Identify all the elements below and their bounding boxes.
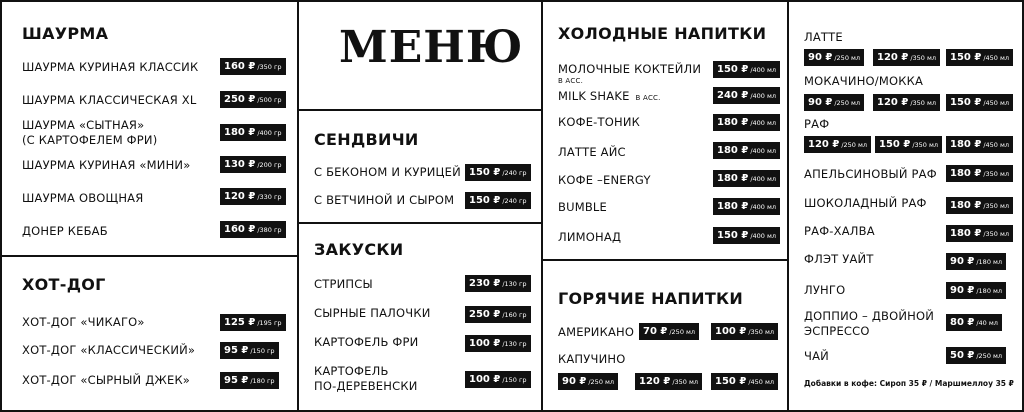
- menu-item: АПЕЛЬСИНОВЫЙ РАФ: [804, 167, 937, 181]
- menu-item: ЛАТТЕ АЙС: [558, 145, 626, 159]
- menu-item: ШАУРМА «СЫТНАЯ» (С КАРТОФЕЛЕМ ФРИ): [22, 118, 158, 147]
- menu-item: ДОППИО – ДВОЙНОЙ ЭСПРЕССО: [804, 309, 935, 338]
- section-title-sandwiches: СЕНДВИЧИ: [314, 130, 419, 149]
- price-tag: 120 ₽ /350 мл: [873, 49, 940, 66]
- price-tag: 100 ₽ /350 мл: [711, 323, 778, 340]
- page-title: МЕНЮ: [339, 22, 524, 73]
- price-tag: 100 ₽ /130 гр: [465, 335, 531, 352]
- menu-item: РАФ-ХАЛВА: [804, 224, 875, 238]
- divider: [2, 255, 297, 257]
- price-tag: 150 ₽ /240 гр: [465, 164, 531, 181]
- price-tag: 90 ₽ /180 мл: [946, 282, 1006, 299]
- price-tag: 150 ₽ /400 мл: [713, 61, 780, 78]
- price-tag: 130 ₽ /200 гр: [220, 156, 286, 173]
- menu-item: ШАУРМА КУРИНАЯ КЛАССИК: [22, 60, 199, 74]
- price-tag: 180 ₽ /350 мл: [946, 225, 1013, 242]
- price-tag: 125 ₽ /195 гр: [220, 314, 286, 331]
- price-tag: 150 ₽ /240 гр: [465, 192, 531, 209]
- divider: [787, 2, 789, 410]
- price-tag: 90 ₽ /250 мл: [804, 49, 864, 66]
- price-tag: 180 ₽ /350 мл: [946, 165, 1013, 182]
- menu-item: КОФЕ –ENERGY: [558, 173, 651, 187]
- price-tag: 160 ₽ /380 гр: [220, 221, 286, 238]
- price-tag: 250 ₽ /160 гр: [465, 306, 531, 323]
- menu-item: ФЛЭТ УАЙТ: [804, 252, 874, 266]
- divider: [297, 222, 541, 224]
- price-tag: 180 ₽ /400 гр: [220, 124, 286, 141]
- menu-item: С БЕКОНОМ И КУРИЦЕЙ: [314, 165, 461, 179]
- price-tag: 80 ₽ /40 мл: [946, 314, 1002, 331]
- price-tag: 150 ₽ /400 мл: [713, 227, 780, 244]
- price-tag: 180 ₽ /350 мл: [946, 197, 1013, 214]
- menu-item: ЛАТТЕ: [804, 30, 843, 44]
- menu-item: ХОТ-ДОГ «СЫРНЫЙ ДЖЕК»: [22, 373, 191, 387]
- menu-item: ШОКОЛАДНЫЙ РАФ: [804, 196, 927, 210]
- price-tag: 180 ₽ /400 мл: [713, 142, 780, 159]
- price-tag: 120 ₽ /250 мл: [804, 136, 871, 153]
- price-tag: 100 ₽ /150 гр: [465, 371, 531, 388]
- menu-item: ЛИМОНАД: [558, 230, 622, 244]
- price-tag: 150 ₽ /450 мл: [711, 373, 778, 390]
- menu-item: ХОТ-ДОГ «КЛАССИЧЕСКИЙ»: [22, 343, 196, 357]
- section-title-hot-drinks: ГОРЯЧИЕ НАПИТКИ: [558, 289, 744, 308]
- menu-item: MILK SHAKE В АСС.: [558, 89, 661, 103]
- additives-note: Добавки в кофе: Сироп 35 ₽ / Маршмеллоу 35 ₽: [804, 379, 1014, 388]
- divider: [541, 2, 543, 410]
- price-tag: 120 ₽ /350 мл: [873, 94, 940, 111]
- section-title-cold-drinks: ХОЛОДНЫЕ НАПИТКИ: [558, 24, 767, 43]
- price-tag: 120 ₽ /350 мл: [635, 373, 702, 390]
- price-tag: 160 ₽ /350 гр: [220, 58, 286, 75]
- price-tag: 50 ₽ /250 мл: [946, 347, 1006, 364]
- menu-item: КАРТОФЕЛЬ ФРИ: [314, 335, 419, 349]
- price-tag: 95 ₽ /180 гр: [220, 372, 279, 389]
- price-tag: 150 ₽ /450 мл: [946, 49, 1013, 66]
- menu-item: ДОНЕР КЕБАБ: [22, 224, 108, 238]
- price-tag: 180 ₽ /400 мл: [713, 198, 780, 215]
- menu-item: С ВЕТЧИНОЙ И СЫРОМ: [314, 193, 455, 207]
- divider: [541, 259, 787, 261]
- section-title-hotdog: ХОТ-ДОГ: [22, 275, 106, 294]
- price-tag: 180 ₽ /450 мл: [946, 136, 1013, 153]
- price-tag: 70 ₽ /250 мл: [639, 323, 699, 340]
- menu-item: КАПУЧИНО: [558, 352, 626, 366]
- price-tag: 95 ₽ /150 гр: [220, 342, 279, 359]
- menu-item: МОЛОЧНЫЕ КОКТЕЙЛИ В АСС.: [558, 62, 702, 85]
- price-tag: 250 ₽ /500 гр: [220, 91, 286, 108]
- menu-item: ЛУНГО: [804, 283, 846, 297]
- divider: [297, 109, 541, 111]
- price-tag: 240 ₽ /400 мл: [713, 87, 780, 104]
- price-tag: 90 ₽ /250 мл: [804, 94, 864, 111]
- menu-item: ЧАЙ: [804, 349, 829, 363]
- price-tag: 150 ₽ /450 мл: [946, 94, 1013, 111]
- price-tag: 230 ₽ /130 гр: [465, 275, 531, 292]
- menu-item: МОКАЧИНО/МОККА: [804, 74, 924, 88]
- menu-item: КОФЕ-ТОНИК: [558, 115, 641, 129]
- price-tag: 120 ₽ /330 гр: [220, 188, 286, 205]
- menu-item: ХОТ-ДОГ «ЧИКАГО»: [22, 315, 145, 329]
- price-tag: 180 ₽ /400 мл: [713, 170, 780, 187]
- price-tag: 150 ₽ /350 мл: [875, 136, 942, 153]
- menu-item: КАРТОФЕЛЬ ПО-ДЕРЕВЕНСКИ: [314, 364, 418, 393]
- section-title-shawarma: ШАУРМА: [22, 24, 109, 43]
- price-tag: 90 ₽ /180 мл: [946, 253, 1006, 270]
- menu-item: РАФ: [804, 117, 830, 131]
- price-tag: 90 ₽ /250 мл: [558, 373, 618, 390]
- menu-item: BUMBLE: [558, 200, 607, 214]
- menu-item: СТРИПСЫ: [314, 277, 373, 291]
- menu-item: СЫРНЫЕ ПАЛОЧКИ: [314, 306, 431, 320]
- menu-item: ШАУРМА КЛАССИЧЕСКАЯ XL: [22, 93, 197, 107]
- price-tag: 180 ₽ /400 мл: [713, 114, 780, 131]
- menu-item: ШАУРМА КУРИНАЯ «МИНИ»: [22, 158, 191, 172]
- menu-item: ШАУРМА ОВОЩНАЯ: [22, 191, 144, 205]
- section-title-snacks: ЗАКУСКИ: [314, 240, 404, 259]
- divider: [297, 2, 299, 410]
- menu-item: АМЕРИКАНО: [558, 325, 635, 339]
